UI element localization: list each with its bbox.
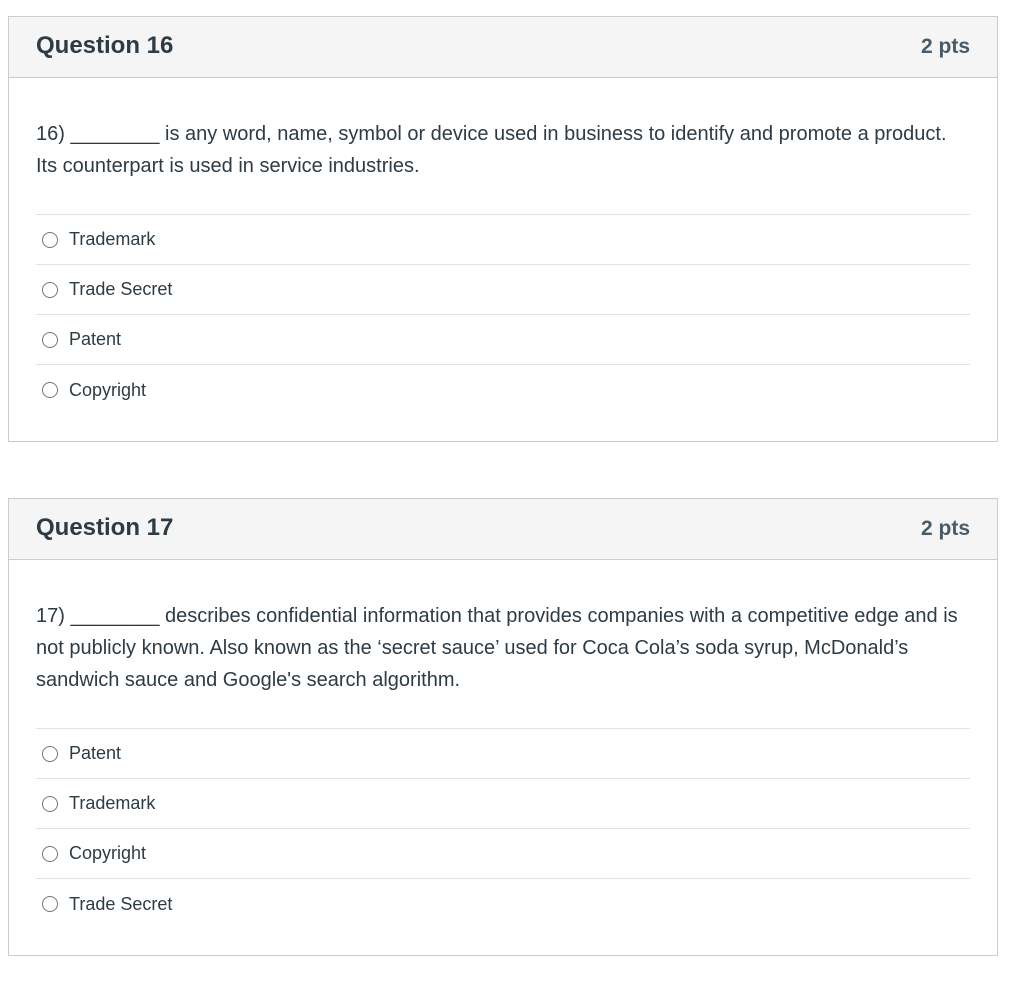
answer-option[interactable] xyxy=(36,265,970,315)
answer-option[interactable] xyxy=(36,729,970,779)
answer-option[interactable] xyxy=(36,779,970,829)
radio-button[interactable] xyxy=(42,896,58,912)
answer-list xyxy=(36,214,970,415)
question-header xyxy=(9,17,997,78)
question-title: Question 17 xyxy=(36,514,174,541)
question-17-card xyxy=(8,498,998,956)
radio-button[interactable] xyxy=(42,846,58,862)
answer-label: Trademark xyxy=(69,793,156,813)
answer-label: Trademark xyxy=(69,229,156,249)
answer-label: Copyright xyxy=(69,379,147,400)
question-points: 2 pts xyxy=(920,517,970,540)
question-16-card xyxy=(8,16,998,442)
radio-button[interactable] xyxy=(42,282,58,298)
answer-option[interactable] xyxy=(36,315,970,365)
radio-button[interactable] xyxy=(42,232,58,248)
answer-label: Patent xyxy=(69,743,122,763)
answer-option[interactable] xyxy=(36,829,970,879)
question-body xyxy=(9,560,997,929)
answer-label: Patent xyxy=(69,329,122,349)
question-text: 17) ________ describes confidential information that provides companies with a competitive edge and is not publicly known. Also known as the ‘secret sauce’ used for Coca Cola’s soda syrup, McDonald’s sandwich sauce and Google's search algorithm. xyxy=(36,605,964,691)
answer-option[interactable] xyxy=(36,879,970,929)
radio-button[interactable] xyxy=(42,746,58,762)
radio-button[interactable] xyxy=(42,332,58,348)
question-body xyxy=(9,78,997,415)
question-points: 2 pts xyxy=(920,35,970,58)
answer-label: Copyright xyxy=(69,843,147,863)
answer-label: Trade Secret xyxy=(69,893,173,914)
answer-label: Trade Secret xyxy=(69,279,173,299)
radio-button[interactable] xyxy=(42,796,58,812)
question-header xyxy=(9,499,997,560)
question-title: Question 16 xyxy=(36,32,174,59)
answer-option[interactable] xyxy=(36,365,970,415)
radio-button[interactable] xyxy=(42,382,58,398)
answer-list xyxy=(36,728,970,929)
answer-option[interactable] xyxy=(36,215,970,265)
question-text: 16) ________ is any word, name, symbol or device used in business to identify and promote a product. Its counterpart is used in service industries. xyxy=(36,123,953,177)
